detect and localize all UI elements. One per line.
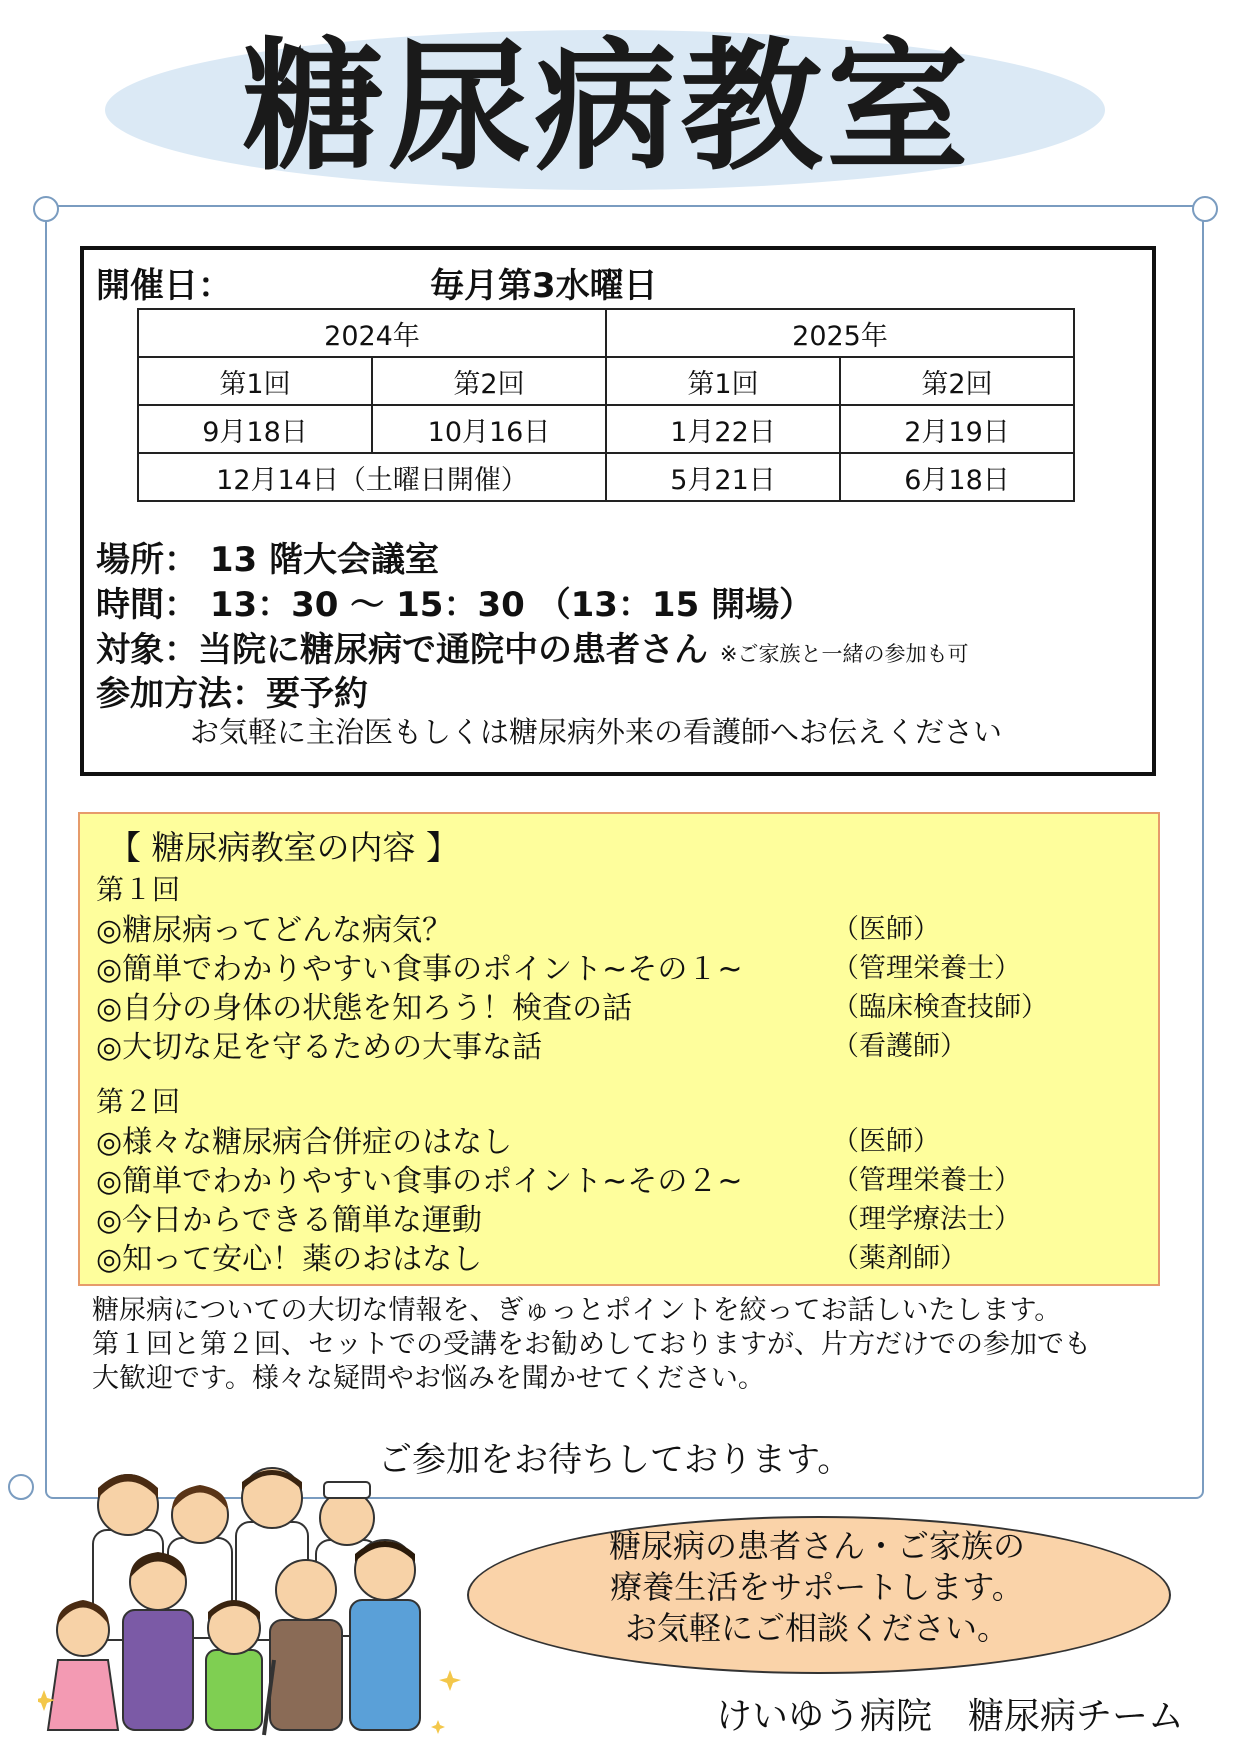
year-2025: 2025年 [606,309,1074,357]
session-header: 第2回 [372,357,606,405]
scroll-curl-top-left [33,196,59,222]
topic-role: （理学療法士） [832,1204,1021,1235]
speech-line: 療養生活をサポートします。 [610,1568,1024,1606]
paragraph-line: 大歓迎です。様々な疑問やお悩みを聞かせてください。 [92,1363,765,1394]
session-header: 第1回 [138,357,372,405]
description-paragraph [92,1294,1091,1396]
topic-role: （医師） [832,1126,940,1157]
topic-role: （管理栄養士） [832,1165,1021,1196]
date-value: 毎月第3水曜日 [430,266,658,306]
schedule-date: 12月14日（土曜日開催） [138,453,606,501]
scroll-curl-top-right [1192,196,1218,222]
paragraph-line: 第１回と第２回、セットでの受講をお勧めしておりますが、片方だけでの参加でも [92,1329,1091,1360]
paragraph-line: 糖尿病についての大切な情報を、ぎゅっとポイントを絞ってお話しいたします。 [92,1295,1062,1326]
topic-item: ◎今日からできる簡単な運動 [96,1203,482,1238]
schedule-date: 2月19日 [840,405,1074,453]
target-text: 対象：当院に糖尿病で通院中の患者さん [96,630,708,670]
people-illustration [38,1460,478,1750]
topic-item: ◎糖尿病ってどんな病気？ [96,913,453,948]
schedule-date: 1月22日 [606,405,840,453]
place-line: 場所： 13 階大会議室 [96,540,439,580]
father-figure [350,1540,420,1730]
boy-figure [206,1600,262,1730]
schedule-table [137,308,1075,502]
session-header: 第1回 [606,357,840,405]
topic-role: （医師） [832,914,940,945]
session2-label: 第２回 [96,1085,181,1118]
schedule-date: 9月18日 [138,405,372,453]
waiting-message: ご参加をお待ちしております。 [378,1440,852,1480]
topic-item: ◎簡単でわかりやすい食事のポイント~その２~ [96,1164,743,1199]
topic-role: （看護師） [832,1031,967,1062]
mother-figure [123,1552,193,1730]
topic-item: ◎自分の身体の状態を知ろう！検査の話 [96,991,633,1026]
schedule-date: 5月21日 [606,453,840,501]
topic-item: ◎大切な足を守るための大事な話 [96,1030,543,1065]
topic-item: ◎簡単でわかりやすい食事のポイント~その１~ [96,952,743,987]
method-line: 参加方法：要予約 [96,674,368,714]
topic-role: （管理栄養士） [832,953,1021,984]
topic-item: ◎知って安心！薬のおはなし [96,1242,483,1277]
consult-line: お気軽に主治医もしくは糖尿病外来の看護師へお伝えください [190,715,1003,749]
year-2024: 2024年 [138,309,606,357]
time-line: 時間： 13：30 〜 15：30 （13：15 開場） [96,585,814,625]
content-heading: 【 糖尿病教室の内容 】 [108,828,459,867]
date-label: 開催日： [96,266,232,306]
speech-line: お気軽にご相談ください。 [624,1609,1009,1647]
page-title: 糖尿病教室 [242,25,973,190]
schedule-date: 10月16日 [372,405,606,453]
speech-line: 糖尿病の患者さん・ご家族の [608,1527,1025,1565]
grandfather-figure [264,1560,342,1735]
session1-label: 第１回 [96,873,181,906]
footer-signature: けいゆう病院 糖尿病チーム [716,1696,1185,1737]
topic-role: （薬剤師） [832,1243,967,1274]
target-note: ※ご家族と一緒の参加も可 [719,642,969,666]
speech-text [467,1526,1167,1649]
target-line [96,622,968,671]
session-header: 第2回 [840,357,1074,405]
topic-role: （臨床検査技師） [832,992,1048,1023]
topic-item: ◎様々な糖尿病合併症のはなし [96,1125,513,1160]
schedule-date: 6月18日 [840,453,1074,501]
girl-figure [48,1600,118,1730]
scroll-curl-bottom-left [8,1474,34,1500]
